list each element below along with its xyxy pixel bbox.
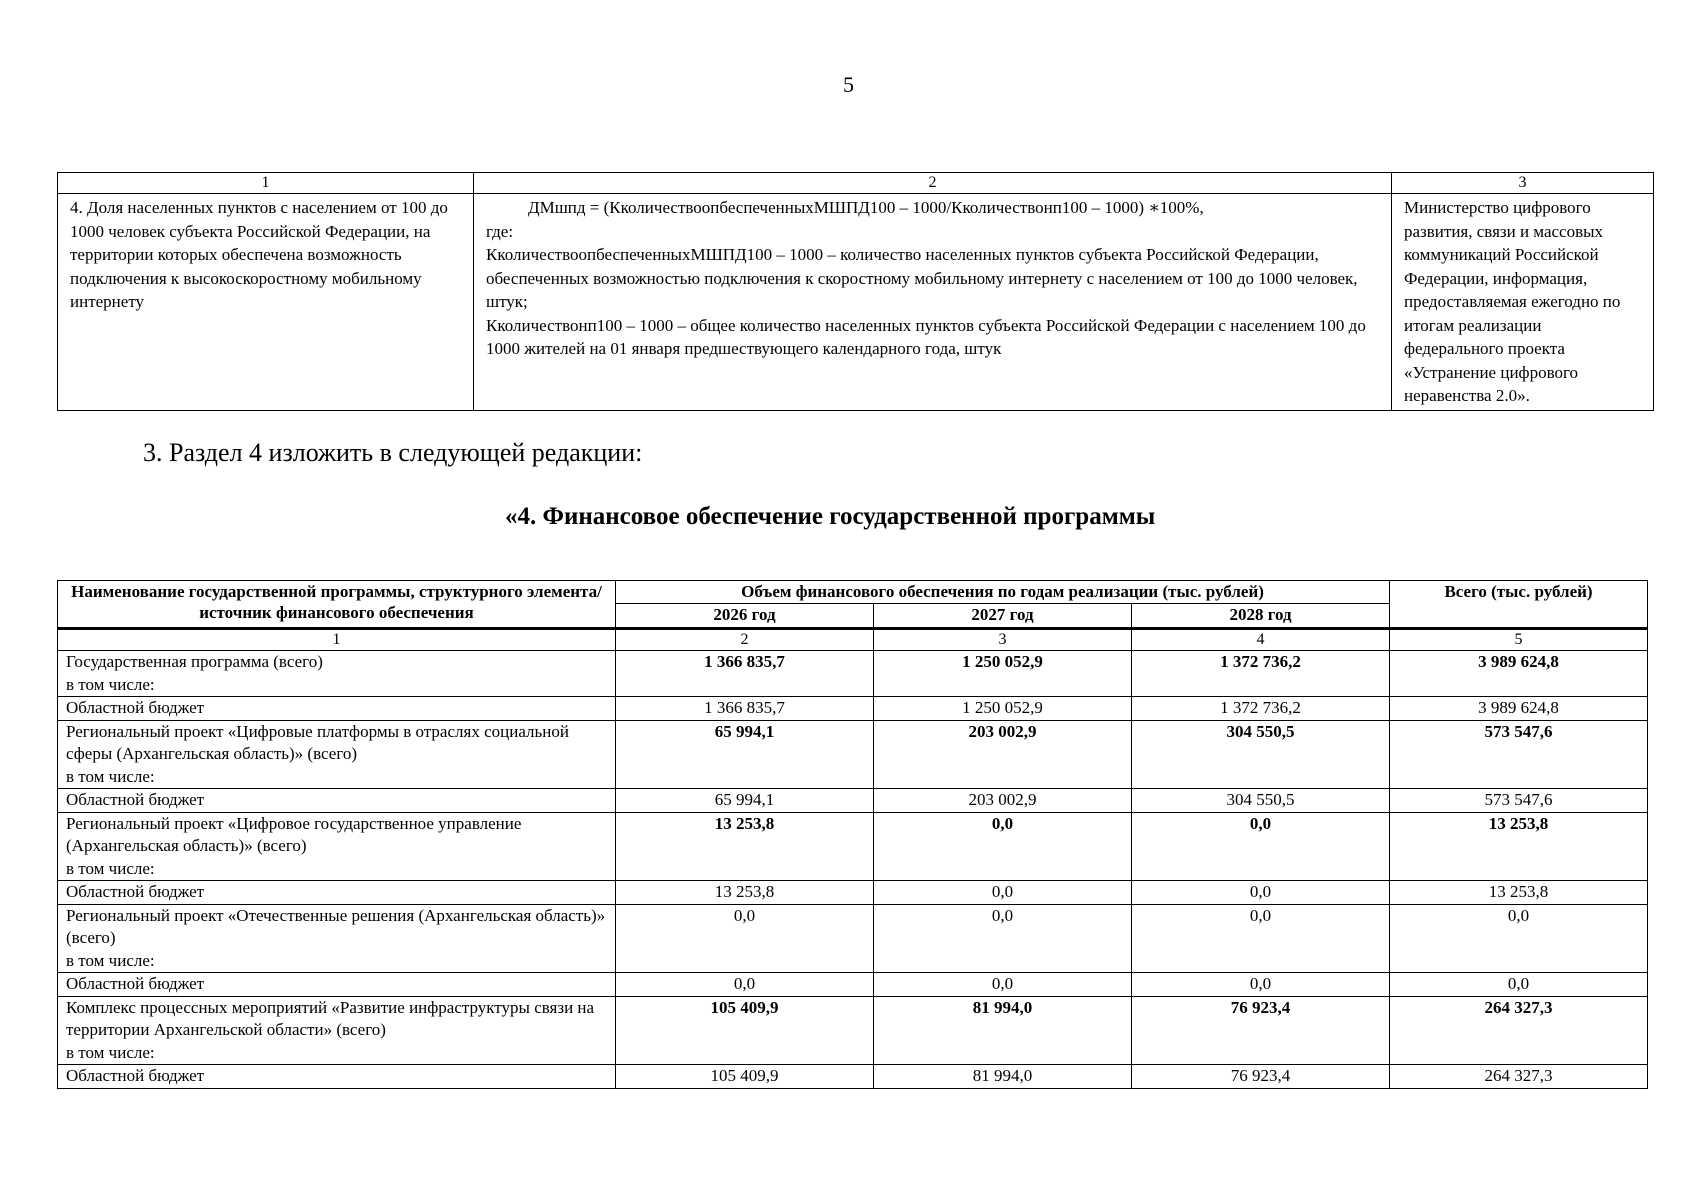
row-name [58, 720, 616, 789]
value-2027: 0,0 [874, 973, 1132, 997]
table-row [58, 651, 1648, 697]
row-name-text: Региональный проект «Цифровые платформы в отраслях социальной сферы (Архангельская область)» (всего) [66, 721, 569, 763]
value-2027: 1 250 052,9 [874, 697, 1132, 721]
value-2026: 105 409,9 [616, 1065, 874, 1089]
value-2026: 65 994,1 [616, 789, 874, 813]
row-sub-text: в том числе: [66, 950, 155, 970]
section-heading: «4. Финансовое обеспечение государственной программы [505, 503, 1156, 530]
column-number: 2 [474, 173, 1392, 194]
value-total: 264 327,3 [1390, 1065, 1648, 1089]
table-row [58, 996, 1648, 1065]
header-row [58, 581, 1648, 604]
column-number: 4 [1132, 629, 1390, 651]
header-volume-col: Объем финансового обеспечения по годам реализации (тыс. рублей) [616, 581, 1390, 604]
value-2028: 0,0 [1132, 881, 1390, 905]
value-total: 3 989 624,8 [1390, 697, 1648, 721]
value-2027: 81 994,0 [874, 996, 1132, 1065]
value-2028: 0,0 [1132, 904, 1390, 973]
header-year: 2027 год [874, 604, 1132, 629]
value-total: 13 253,8 [1390, 812, 1648, 881]
formula-cell [474, 194, 1392, 411]
value-2027: 0,0 [874, 812, 1132, 881]
value-2027: 203 002,9 [874, 789, 1132, 813]
row-sub-text: в том числе: [66, 1042, 155, 1062]
section-instruction: 3. Раздел 4 изложить в следующей редакции: [143, 438, 643, 467]
value-2026: 65 994,1 [616, 720, 874, 789]
row-name [58, 996, 616, 1065]
row-sub-text: в том числе: [66, 766, 155, 786]
value-total: 264 327,3 [1390, 996, 1648, 1065]
value-2027: 203 002,9 [874, 720, 1132, 789]
column-number: 3 [1392, 173, 1654, 194]
value-total: 13 253,8 [1390, 881, 1648, 905]
table-row [58, 904, 1648, 973]
row-name [58, 904, 616, 973]
header-year: 2028 год [1132, 604, 1390, 629]
header-total-col: Всего (тыс. рублей) [1390, 581, 1648, 629]
value-2026: 13 253,8 [616, 881, 874, 905]
row-name: Областной бюджет [58, 697, 616, 721]
row-name: Областной бюджет [58, 881, 616, 905]
page-number: 5 [843, 72, 854, 97]
row-name-text: Региональный проект «Цифровое государственное управление (Архангельская область)» (всего) [66, 813, 522, 855]
column-number: 1 [58, 173, 474, 194]
value-2026: 1 366 835,7 [616, 651, 874, 697]
value-total: 0,0 [1390, 904, 1648, 973]
value-2028: 76 923,4 [1132, 996, 1390, 1065]
row-name [58, 651, 616, 697]
value-2027: 81 994,0 [874, 1065, 1132, 1089]
column-number: 5 [1390, 629, 1648, 651]
row-name-text: Государственная программа (всего) [66, 652, 323, 671]
row-sub-text: в том числе: [66, 858, 155, 878]
table-row [58, 812, 1648, 881]
table-row [58, 1065, 1648, 1089]
financing-table [57, 580, 1648, 1089]
row-sub-text: в том числе: [66, 674, 155, 694]
header-year: 2026 год [616, 604, 874, 629]
value-2028: 1 372 736,2 [1132, 651, 1390, 697]
value-2026: 13 253,8 [616, 812, 874, 881]
formula-line: ДМшпд = (КколичествоопбеспеченныхМШПД100 – 1000/Кколичествонп100 – 1000) ∗100%, [528, 198, 1204, 217]
table-row [58, 973, 1648, 997]
indicator-name: 4. Доля населенных пунктов с населением от 100 до 1000 человек субъекта Российской Федерации, на территории которых обеспечена возможность подключения к высокоскоростному мобильному интернету [58, 194, 474, 411]
table-row [58, 789, 1648, 813]
formula-line: где: [486, 221, 514, 241]
value-2028: 0,0 [1132, 973, 1390, 997]
value-total: 3 989 624,8 [1390, 651, 1648, 697]
row-name: Областной бюджет [58, 1065, 616, 1089]
value-2028: 304 550,5 [1132, 720, 1390, 789]
formula-line: КколичествоопбеспеченныхМШПД100 – 1000 – количество населенных пунктов субъекта Российской Федерации, обеспеченных возможностью подключения к скоростному мобильному интернету с населением от 100 до 1000 человек, штук; [486, 245, 1358, 311]
header-name-col: Наименование государственной программы, структурного элемента/источник финансового обеспечения [58, 581, 616, 629]
value-2026: 1 366 835,7 [616, 697, 874, 721]
column-number: 1 [58, 629, 616, 651]
column-numbers-row [58, 629, 1648, 651]
row-name: Областной бюджет [58, 973, 616, 997]
value-total: 573 547,6 [1390, 720, 1648, 789]
value-2028: 1 372 736,2 [1132, 697, 1390, 721]
value-2028: 0,0 [1132, 812, 1390, 881]
row-name-text: Региональный проект «Отечественные решения (Архангельская область)» (всего) [66, 905, 606, 947]
indicator-source: Министерство цифрового развития, связи и массовых коммуникаций Российской Федерации, информация, предоставляемая ежегодно по итогам реализации федерального проекта «Устранение цифрового неравенства 2.0». [1392, 194, 1654, 411]
table-row [58, 881, 1648, 905]
value-2027: 0,0 [874, 881, 1132, 905]
value-2027: 0,0 [874, 904, 1132, 973]
column-number: 2 [616, 629, 874, 651]
value-2026: 105 409,9 [616, 996, 874, 1065]
table-row [58, 697, 1648, 721]
row-name: Областной бюджет [58, 789, 616, 813]
value-2026: 0,0 [616, 904, 874, 973]
value-2026: 0,0 [616, 973, 874, 997]
formula-line: Кколичествонп100 – 1000 – общее количество населенных пунктов субъекта Российской Федерации с населением 100 до 1000 жителей на 01 января предшествующего календарного года, штук [486, 315, 1366, 358]
value-total: 0,0 [1390, 973, 1648, 997]
indicator-table [57, 172, 1654, 411]
value-2027: 1 250 052,9 [874, 651, 1132, 697]
column-numbers-row [58, 173, 1654, 194]
indicator-row [58, 194, 1654, 411]
column-number: 3 [874, 629, 1132, 651]
value-2028: 76 923,4 [1132, 1065, 1390, 1089]
value-2028: 304 550,5 [1132, 789, 1390, 813]
table-row [58, 720, 1648, 789]
value-total: 573 547,6 [1390, 789, 1648, 813]
row-name-text: Комплекс процессных мероприятий «Развитие инфраструктуры связи на территории Архангельской области» (всего) [66, 997, 595, 1039]
row-name [58, 812, 616, 881]
